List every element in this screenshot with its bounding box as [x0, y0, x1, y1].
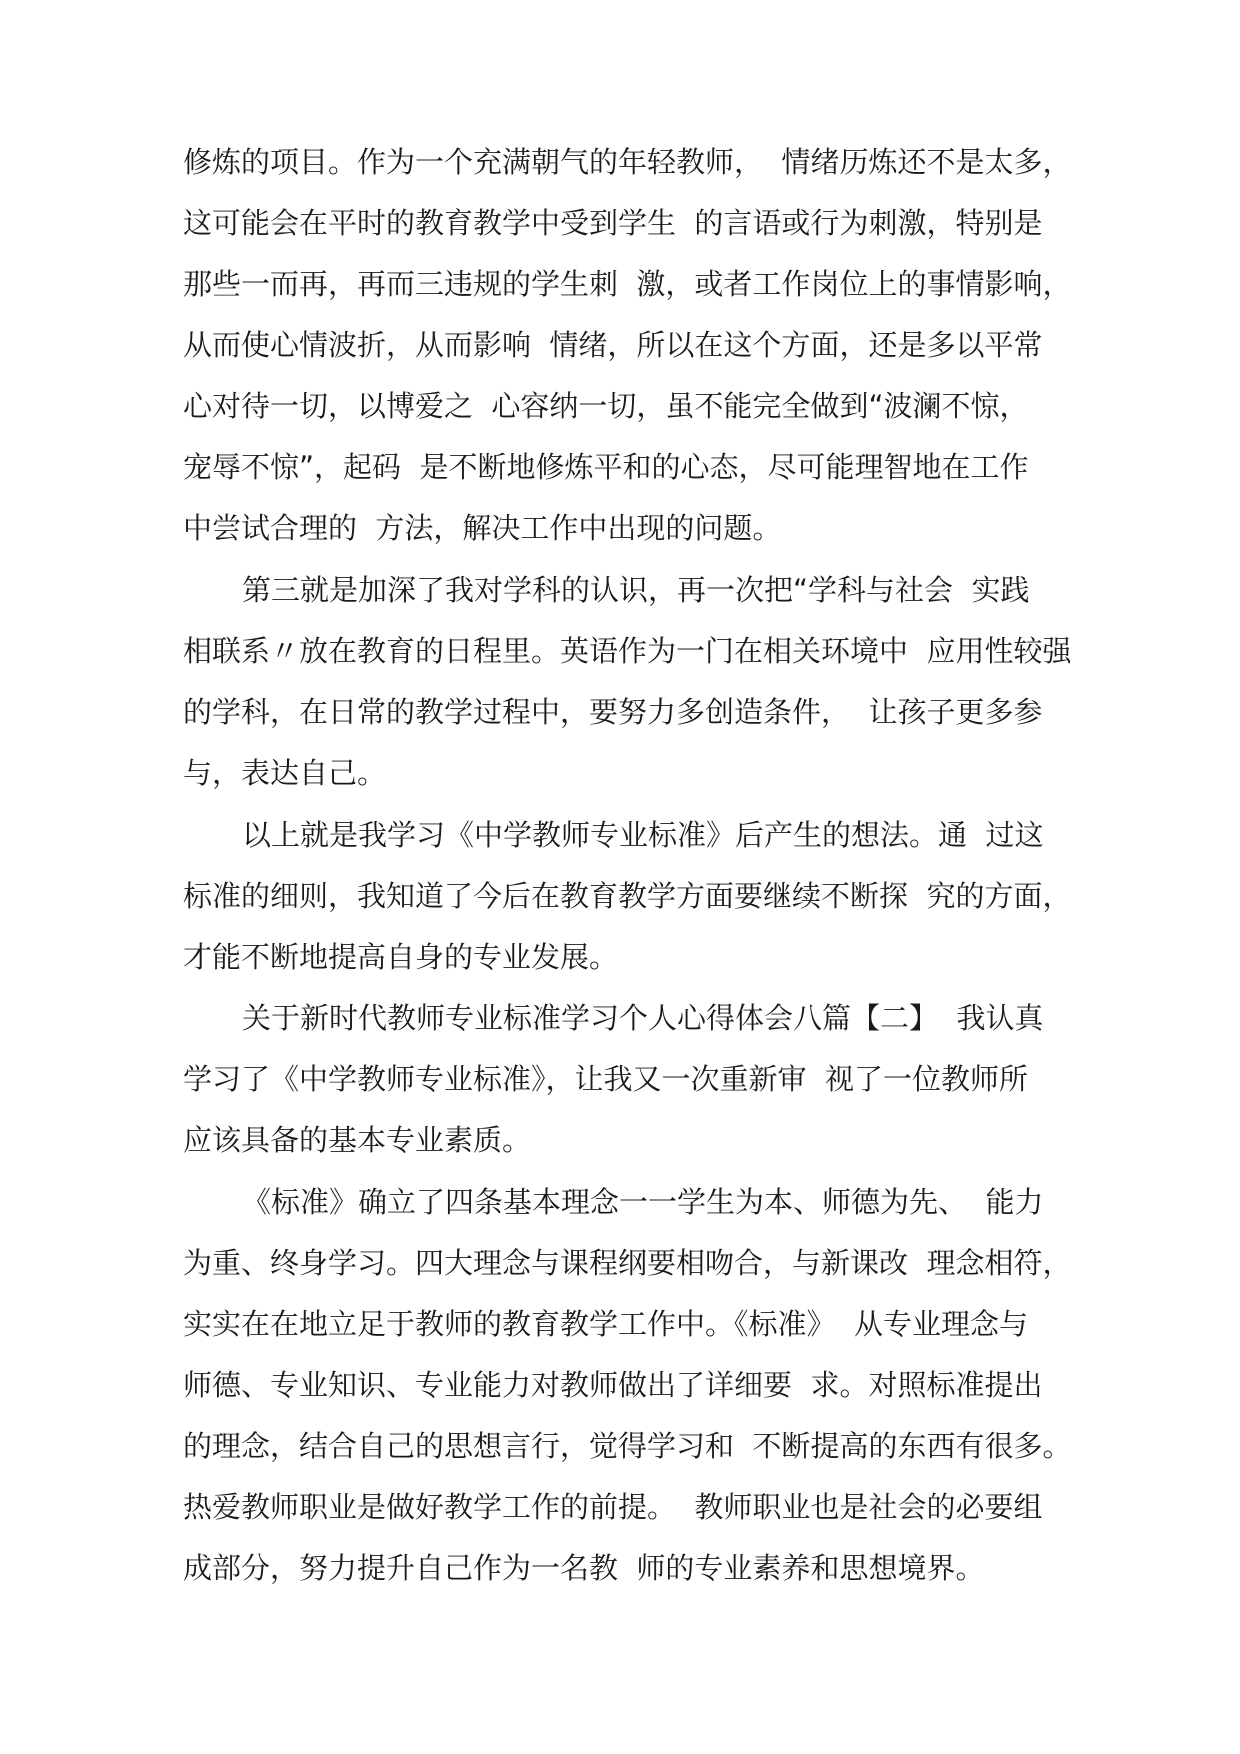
text-line: 成部分，努力提升自己作为一名教 师的专业素养和思想境界。	[183, 1551, 985, 1585]
text-line: 那些一而再，再而三违规的学生刺 激，或者工作岗位上的事情影响，	[183, 267, 1072, 301]
text-line: 以上就是我学习《中学教师专业标准》后产生的想法。通 过这	[242, 818, 1044, 852]
text-line: 从而使心情波折，从而影响 情绪，所以在这个方面，还是多以平常	[183, 328, 1043, 362]
text-line: 中尝试合理的 方法，解决工作中出现的问题。	[183, 511, 782, 545]
text-line: 第三就是加深了我对学科的认识，再一次把“学科与社会 实践	[242, 573, 1030, 607]
text-line: 关于新时代教师专业标准学习个人心得体会八篇【二】 我认真	[242, 1001, 1044, 1035]
text-line: 应该具备的基本专业素质。	[183, 1123, 532, 1157]
text-line: 才能不断地提高自身的专业发展。	[183, 940, 619, 974]
text-line: 宠辱不惊”，起码 是不断地修炼平和的心态，尽可能理智地在工作	[183, 450, 1029, 484]
text-line: 热爱教师职业是做好教学工作的前提。 教师职业也是社会的必要组	[183, 1490, 1043, 1524]
text-line: 修炼的项目。作为一个充满朝气的年轻教师， 情绪历炼还不是太多，	[183, 145, 1072, 179]
text-line: 的理念，结合自己的思想言行，觉得学习和 不断提高的东西有很多。	[183, 1429, 1072, 1463]
text-line: 相联系〃放在教育的日程里。英语作为一门在相关环境中 应用性较强	[183, 634, 1072, 668]
text-line: 标准的细则，我知道了今后在教育教学方面要继续不断探 究的方面，	[183, 879, 1072, 913]
text-line: 与，表达自己。	[183, 756, 387, 790]
text-line: 师德、专业知识、专业能力对教师做出了详细要 求。对照标准提出	[183, 1368, 1043, 1402]
text-line: 这可能会在平时的教育教学中受到学生 的言语或行为刺激，特别是	[183, 206, 1043, 240]
text-line: 的学科，在日常的教学过程中，要努力多创造条件， 让孩子更多参	[183, 695, 1043, 729]
text-line: 实实在在地立足于教师的教育教学工作中。《标准》 从专业理念与	[183, 1307, 1028, 1341]
text-line: 为重、终身学习。四大理念与课程纲要相吻合，与新课改 理念相符，	[183, 1246, 1072, 1280]
text-line: 《标准》确立了四条基本理念一一学生为本、师德为先、 能力	[242, 1185, 1044, 1219]
text-line: 学习了《中学教师专业标准》，让我又一次重新审 视了一位教师所	[183, 1062, 1028, 1096]
text-line: 心对待一切，以博爱之 心容纳一切，虽不能完全做到“波澜不惊，	[183, 389, 1029, 423]
